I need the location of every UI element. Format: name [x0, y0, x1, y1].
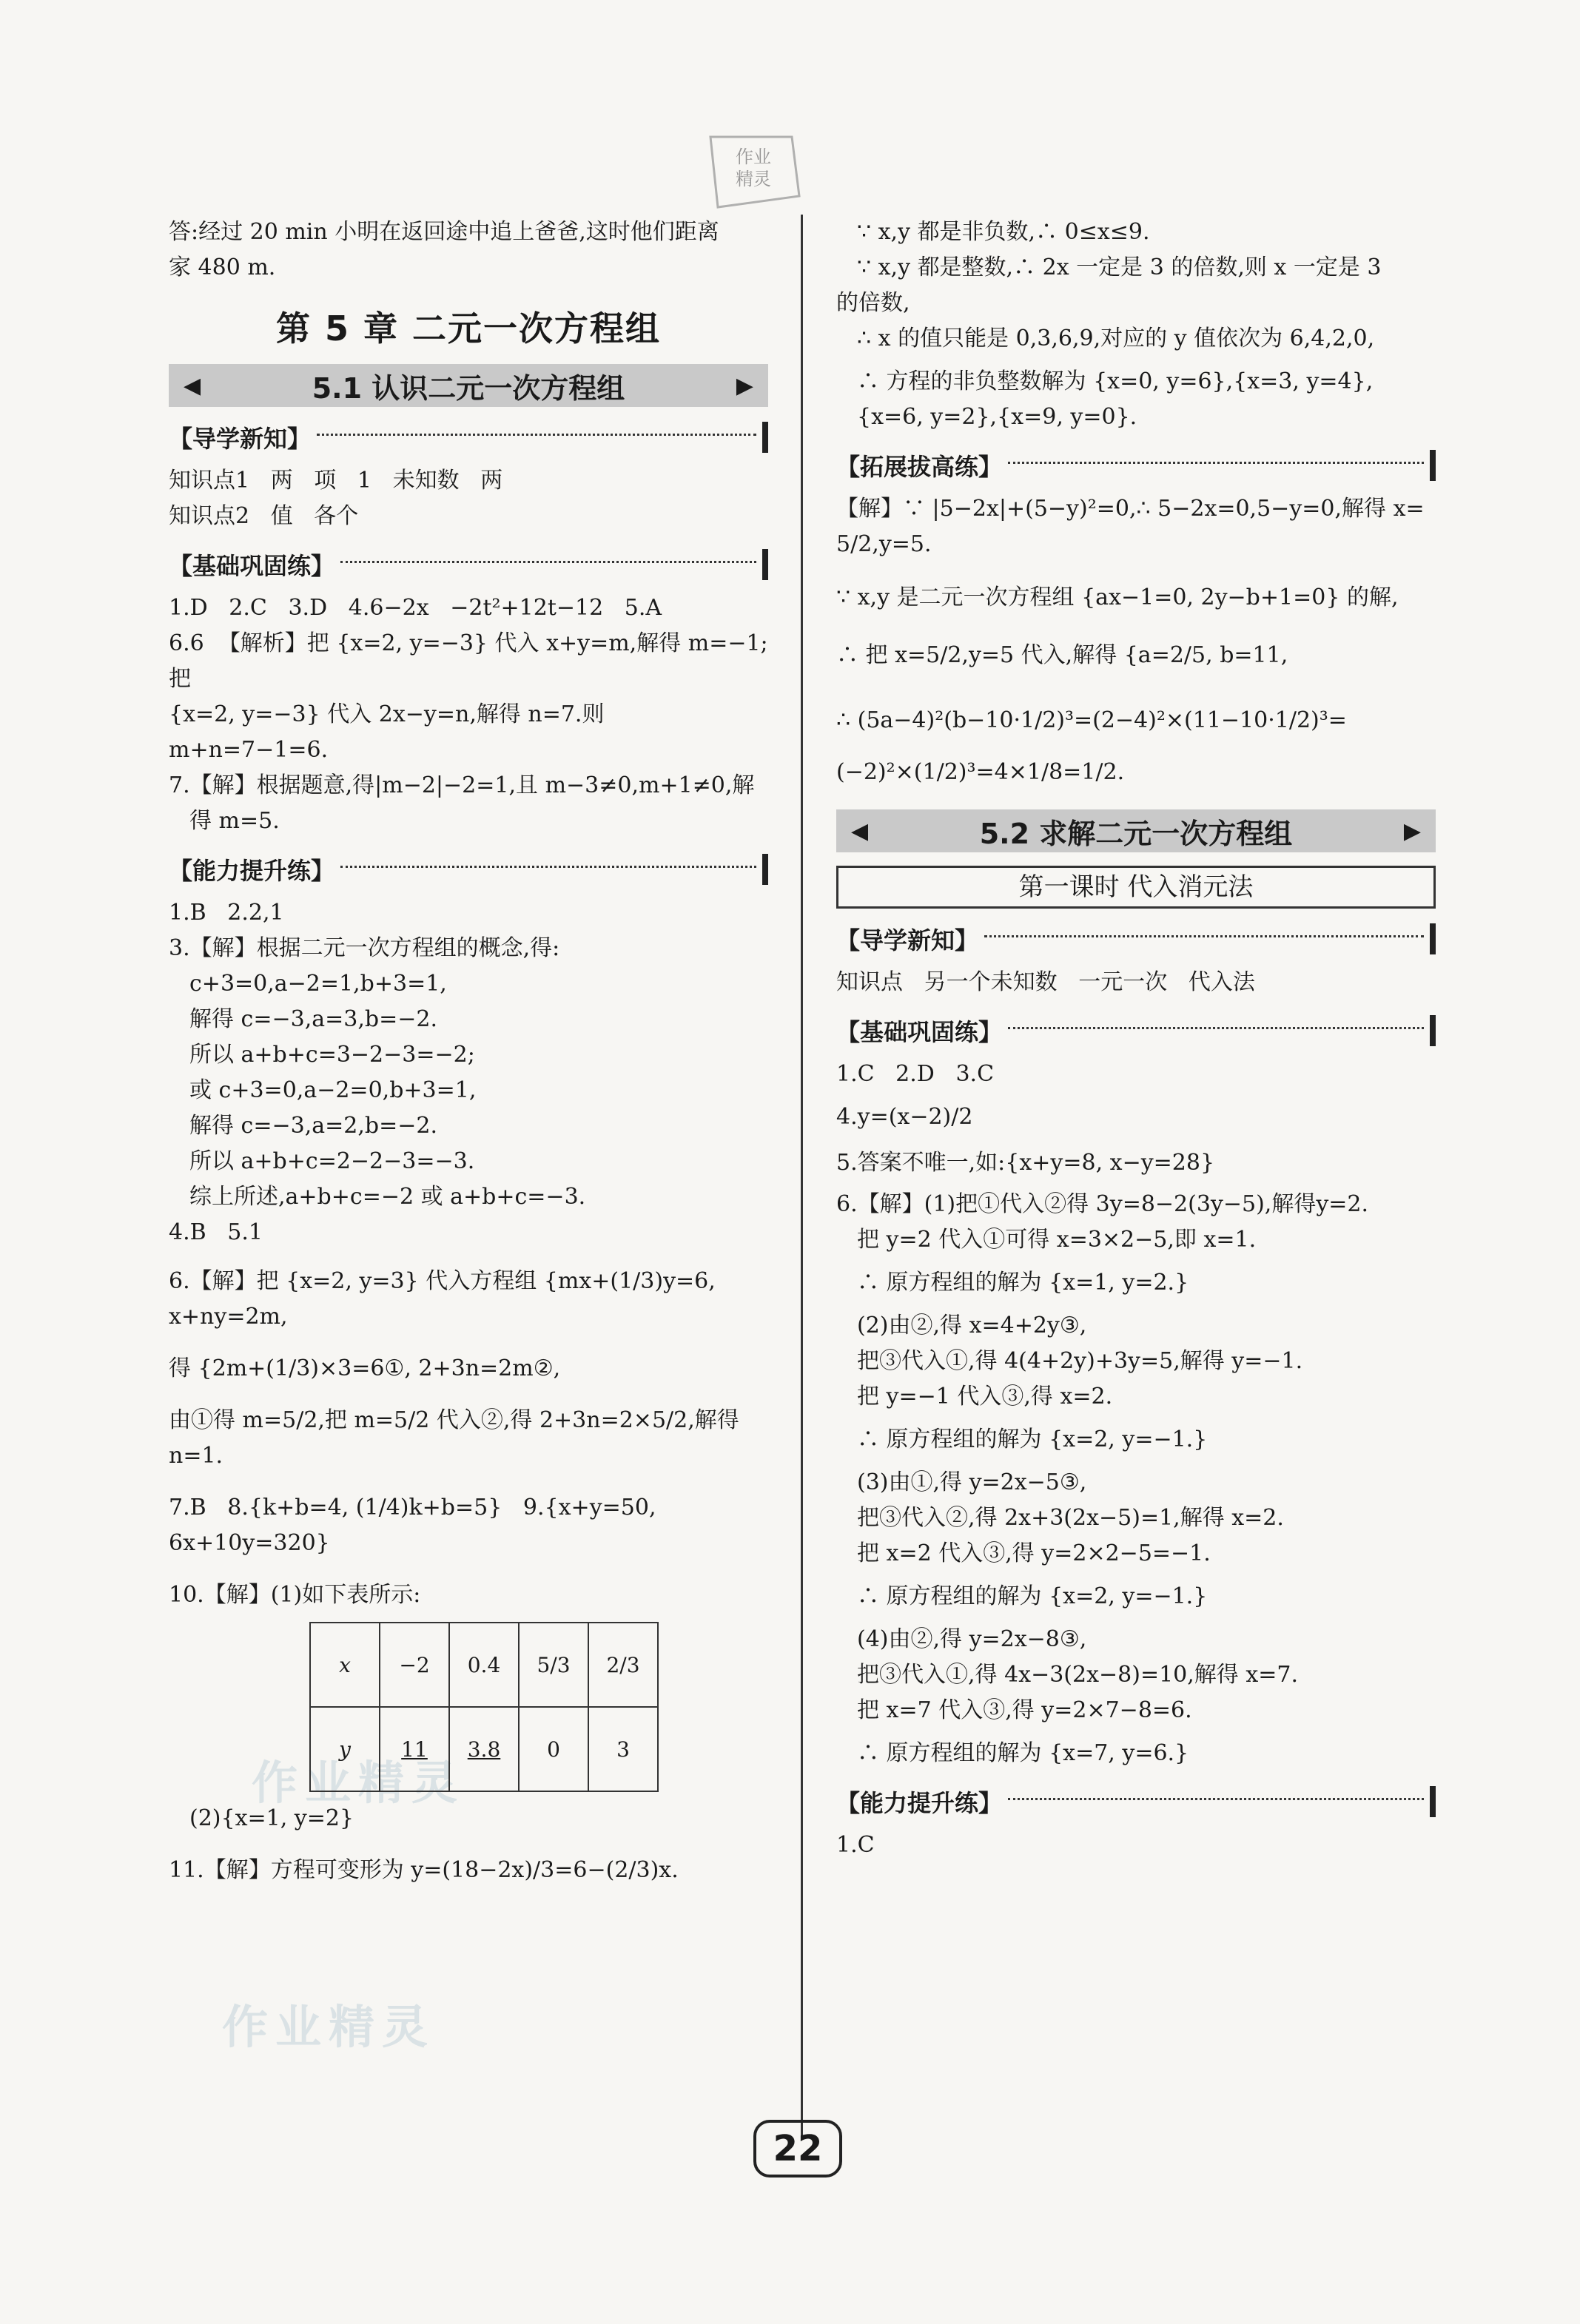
heading-label: 【导学新知】 [836, 926, 979, 954]
dotted-leader [1008, 1798, 1424, 1800]
heading-bar [1430, 450, 1436, 481]
text-line: ∴ 把 x=5/2,y=5 代入,解得 {a=2/5, b=11, [836, 642, 1288, 668]
table-row [310, 1707, 658, 1791]
dotted-leader [1008, 462, 1424, 464]
text-line: 由①得 m=5/2,把 m=5/2 代入②,得 2+3n=2×5/2,解得 [169, 1407, 739, 1433]
text-line: ∴ 原方程组的解为 {x=2, y=−1.} [857, 1427, 1208, 1452]
text-line: (−2)²×(1/2)³=4×1/8=1/2. [836, 759, 1125, 785]
svg-text:精灵: 精灵 [736, 169, 771, 189]
heading-extend [836, 448, 1436, 482]
heading-ability [836, 1785, 1436, 1819]
text-line: ∴ 原方程组的解为 {x=1, y=2.} [857, 1270, 1189, 1296]
text-line: 答:经过 20 min 小明在返回途中追上爸爸,这时他们距离 [169, 219, 719, 245]
text-line: 把③代入②,得 2x+3(2x−5)=1,解得 x=2. [857, 1505, 1284, 1531]
svg-text:作业: 作业 [736, 146, 771, 167]
table-cell: y [310, 1707, 380, 1791]
text-line: 把③代入①,得 4x−3(2x−8)=10,解得 x=7. [857, 1662, 1299, 1688]
arrow-left-icon: ◀ [184, 372, 201, 399]
text-line: 6.6 【解析】把 {x=2, y=−3} 代入 x+y=m,解得 m=−1;把 [169, 630, 768, 692]
heading-ability [169, 852, 768, 886]
text-line: 或 c+3=0,a−2=0,b+3=1, [189, 1077, 477, 1103]
text-line: 解得 c=−3,a=3,b=−2. [189, 1006, 437, 1032]
table-cell: 11 [380, 1707, 449, 1791]
text-line: (2){x=1, y=2} [189, 1805, 354, 1831]
heading-bar [1430, 1786, 1436, 1817]
heading-label: 【基础巩固练】 [169, 552, 335, 580]
section-bar [169, 364, 768, 407]
table-row [310, 1623, 658, 1707]
dotted-leader [317, 434, 756, 436]
heading-bar [1430, 923, 1436, 954]
text-line: 10.【解】(1)如下表所示: [169, 1582, 421, 1608]
text-line: (4)由②,得 y=2x−8③, [857, 1626, 1087, 1652]
heading-bar [762, 549, 768, 580]
text-line: 5/2,y=5. [836, 531, 932, 557]
text-line: 综上所述,a+b+c=−2 或 a+b+c=−3. [189, 1184, 586, 1210]
heading-bar [762, 422, 768, 453]
dotted-leader [340, 866, 756, 868]
text-line: ∵ x,y 是二元一次方程组 {ax−1=0, 2y−b+1=0} 的解, [836, 585, 1399, 610]
table-cell: x [310, 1623, 380, 1707]
text-line: ∴ (5a−4)²(b−10·1/2)³=(2−4)²×(11−10·1/2)³= [836, 707, 1347, 733]
text-line: n=1. [169, 1443, 223, 1469]
text-line: 5.答案不唯一,如:{x+y=8, x−y=28} [836, 1150, 1215, 1176]
heading-label: 【能力提升练】 [169, 857, 335, 885]
heading-bar [1430, 1015, 1436, 1046]
text-line: {x=2, y=−3} 代入 2x−y=n,解得 n=7.则 m+n=7−1=6. [169, 701, 612, 763]
text-line: 所以 a+b+c=3−2−3=−2; [189, 1042, 475, 1068]
heading-guide [169, 420, 768, 454]
text-line: ∴ x 的值只能是 0,3,6,9,对应的 y 值依次为 6,4,2,0, [857, 326, 1375, 351]
right-column [836, 215, 1436, 1863]
text-line: 得 m=5. [189, 808, 280, 834]
text-line: 1.D 2.C 3.D 4.6−2x −2t²+12t−12 5.A [169, 595, 662, 621]
dotted-leader [340, 561, 756, 563]
table-cell: −2 [380, 1623, 449, 1707]
text-line: ∴ 原方程组的解为 {x=7, y=6.} [857, 1740, 1189, 1766]
text-line: ∴ 方程的非负整数解为 {x=0, y=6},{x=3, y=4},{x=6, y=2},{x=9, y=0}. [857, 368, 1374, 430]
column-divider [801, 215, 803, 2138]
table-cell: 5/3 [519, 1623, 588, 1707]
table-cell: 0.4 [449, 1623, 519, 1707]
watermark: 作业精灵 [252, 1756, 465, 1810]
text-line: 家 480 m. [169, 255, 276, 280]
text-line: 的倍数, [836, 290, 910, 316]
text-line: 4.B 5.1 [169, 1219, 263, 1245]
table-cell: 3.8 [449, 1707, 519, 1791]
text-line: 7.B 8.{k+b=4, (1/4)k+b=5} 9.{x+y=50, 6x+10y=320} [169, 1495, 664, 1556]
heading-label: 【导学新知】 [169, 425, 312, 453]
text-line: (3)由①,得 y=2x−5③, [857, 1469, 1087, 1495]
section-title: 5.1 认识二元一次方程组 [312, 371, 625, 405]
arrow-right-icon: ▶ [1403, 818, 1421, 844]
text-line: ∵ x,y 都是非负数,∴ 0≤x≤9. [857, 219, 1150, 245]
text-line: 知识点 另一个未知数 一元一次 代入法 [836, 969, 1255, 995]
text-line: ∴ 原方程组的解为 {x=2, y=−1.} [857, 1583, 1208, 1609]
text-line: (2)由②,得 x=4+2y③, [857, 1313, 1087, 1338]
stamp-logo [696, 129, 807, 215]
heading-label: 【能力提升练】 [836, 1789, 1003, 1817]
arrow-right-icon: ▶ [736, 372, 753, 399]
text-line: c+3=0,a−2=1,b+3=1, [189, 971, 447, 997]
text-line: 4.y=(x−2)/2 [836, 1104, 973, 1130]
table-cell: 0 [519, 1707, 588, 1791]
text-line: 1.B 2.2,1 [169, 900, 284, 926]
text-line: 把 x=7 代入③,得 y=2×7−8=6. [857, 1697, 1192, 1723]
lesson-title: 第一课时 代入消元法 [836, 866, 1436, 909]
text-line: 知识点1 两 项 1 未知数 两 [169, 468, 503, 494]
heading-label: 【基础巩固练】 [836, 1018, 1003, 1046]
text-line: 6.【解】把 {x=2, y=3} 代入方程组 {mx+(1/3)y=6, x+ny=2m, [169, 1268, 723, 1330]
dotted-leader [1008, 1027, 1424, 1029]
section-title: 5.2 求解二元一次方程组 [979, 817, 1293, 850]
text-line: 把 x=2 代入③,得 y=2×2−5=−1. [857, 1540, 1211, 1566]
table-cell: 3 [588, 1707, 658, 1791]
text-line: 1.C [836, 1832, 875, 1858]
text-line: 所以 a+b+c=2−2−3=−3. [189, 1148, 475, 1174]
left-column [169, 215, 768, 1888]
heading-bar [762, 854, 768, 885]
text-line: 把 y=−1 代入③,得 x=2. [857, 1384, 1113, 1409]
text-line: 【解】∵ |5−2x|+(5−y)²=0,∴ 5−2x=0,5−y=0,解得 x= [836, 496, 1425, 522]
text-line: 知识点2 值 各个 [169, 503, 359, 529]
text-line: 7.【解】根据题意,得|m−2|−2=1,且 m−3≠0,m+1≠0,解 [169, 772, 755, 798]
text-line: 得 {2m+(1/3)×3=6①, 2+3n=2m②, [169, 1355, 561, 1381]
text-line: 3.【解】根据二元一次方程组的概念,得: [169, 935, 560, 961]
text-line: 11.【解】方程可变形为 y=(18−2x)/3=6−(2/3)x. [169, 1857, 679, 1883]
page-number: 22 [753, 2120, 842, 2178]
heading-basic [169, 548, 768, 582]
heading-label: 【拓展拔高练】 [836, 453, 1003, 481]
text-line: 6.【解】(1)把①代入②得 3y=8−2(3y−5),解得y=2. [836, 1191, 1369, 1217]
heading-guide [836, 922, 1436, 956]
text-line: ∵ x,y 都是整数,∴ 2x 一定是 3 的倍数,则 x 一定是 3 [857, 255, 1382, 280]
chapter-title: 第 5 章 二元一次方程组 [275, 309, 662, 348]
watermark: 作业精灵 [222, 2000, 436, 2054]
text-line: 1.C 2.D 3.C [836, 1061, 995, 1087]
dotted-leader [984, 935, 1424, 937]
text-line: 把③代入①,得 4(4+2y)+3y=5,解得 y=−1. [857, 1348, 1303, 1374]
table-cell: 2/3 [588, 1623, 658, 1707]
section-bar [836, 809, 1436, 852]
text-line: 把 y=2 代入①可得 x=3×2−5,即 x=1. [857, 1227, 1257, 1253]
heading-basic [836, 1014, 1436, 1048]
values-table [309, 1622, 659, 1792]
arrow-left-icon: ◀ [851, 818, 869, 844]
text-line: 解得 c=−3,a=2,b=−2. [189, 1113, 437, 1139]
